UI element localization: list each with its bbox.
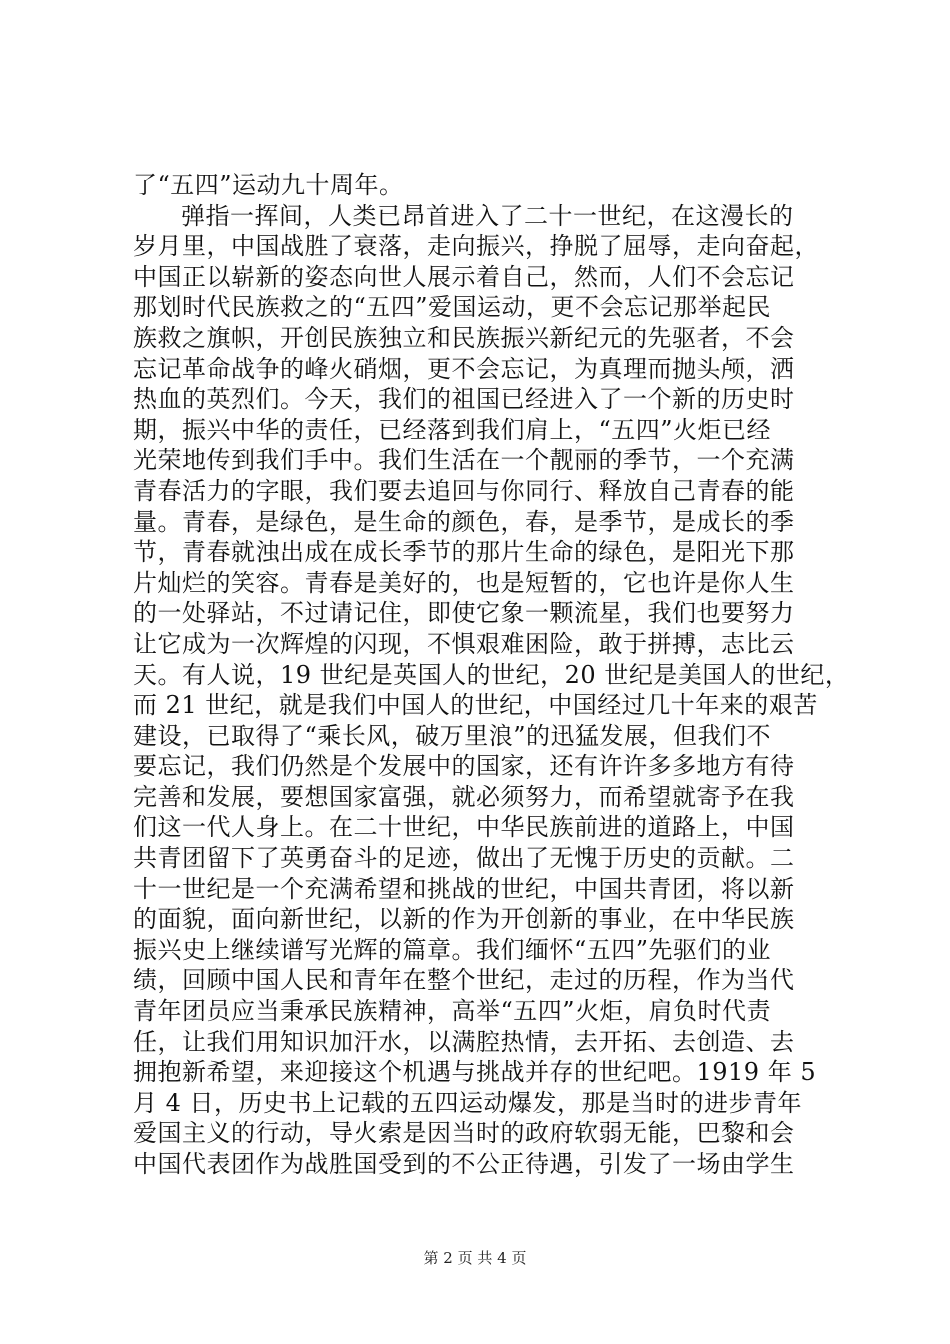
text-line: 的面貌，面向新世纪，以新的作为开创新的事业，在中华民族 bbox=[133, 905, 795, 934]
text-line: 忘记革命战争的峰火硝烟，更不会忘记，为真理而抛头颅，洒 bbox=[133, 354, 795, 383]
text-line: 任，让我们用知识加汗水，以满腔热情，去开拓、去创造、去 bbox=[133, 1027, 795, 1056]
text-line: 而 21 世纪，就是我们中国人的世纪，中国经过几十年来的艰苦 bbox=[133, 691, 818, 720]
page-number-footer: 第 2 页 共 4 页 bbox=[423, 1249, 527, 1267]
text-line: 天。有人说，19 世纪是英国人的世纪，20 世纪是美国人的世纪， bbox=[133, 660, 850, 689]
text-line: 节，青春就浊出成在成长季节的那片生命的绿色，是阳光下那 bbox=[133, 538, 795, 567]
text-line: 青春活力的字眼，我们要去追回与你同行、释放自己青春的能 bbox=[133, 476, 795, 505]
body-text bbox=[133, 170, 850, 1180]
text-line: 共青团留下了英勇奋斗的足迹，做出了无愧于历史的贡献。二 bbox=[133, 844, 795, 873]
text-line: 建设，已取得了“乘长风，破万里浪”的迅猛发展，但我们不 bbox=[133, 721, 772, 750]
text-line: 要忘记，我们仍然是个发展中的国家，还有许许多多地方有待 bbox=[133, 752, 795, 781]
text-line: 岁月里，中国战胜了衰落，走向振兴，挣脱了屈辱，走向奋起， bbox=[133, 232, 819, 261]
text-line: 中国正以崭新的姿态向世人展示着自己，然而，人们不会忘记 bbox=[133, 262, 795, 291]
text-line: 片灿烂的笑容。青春是美好的，也是短暂的，它也许是你人生 bbox=[133, 568, 795, 597]
text-line: 了“五四”运动九十周年。 bbox=[133, 171, 404, 199]
text-line: 光荣地传到我们手中。我们生活在一个靓丽的季节，一个充满 bbox=[133, 446, 795, 475]
text-line: 振兴史上继续谱写光辉的篇章。我们缅怀“五四”先驱们的业 bbox=[133, 935, 772, 964]
text-line: 月 4 日，历史书上记载的五四运动爆发，那是当时的进步青年 bbox=[133, 1088, 803, 1117]
text-line: 绩，回顾中国人民和青年在整个世纪，走过的历程，作为当代 bbox=[133, 966, 795, 995]
text-line: 族救之旗帜，开创民族独立和民族振兴新纪元的先驱者，不会 bbox=[133, 323, 795, 352]
text-line: 量。青春，是绿色，是生命的颜色，春，是季节，是成长的季 bbox=[133, 507, 795, 536]
text-line: 的一处驿站，不过请记住，即使它象一颗流星，我们也要努力 bbox=[133, 599, 795, 628]
text-line: 青年团员应当秉承民族精神，高举“五四”火炬，肩负时代责 bbox=[133, 997, 772, 1026]
text-line: 们这一代人身上。在二十世纪，中华民族前进的道路上，中国 bbox=[133, 813, 795, 842]
text-line: 完善和发展，要想国家富强，就必须努力，而希望就寄予在我 bbox=[133, 782, 795, 811]
text-line: 十一世纪是一个充满希望和挑战的世纪，中国共青团，将以新 bbox=[133, 874, 795, 903]
text-line: 爱国主义的行动，导火索是因当时的政府软弱无能，巴黎和会 bbox=[133, 1119, 795, 1148]
text-line: 那划时代民族救之的“五四”爱国运动，更不会忘记那举起民 bbox=[133, 293, 772, 322]
text-line: 弹指一挥间，人类已昂首进入了二十一世纪，在这漫长的 bbox=[181, 201, 794, 230]
text-line: 拥抱新希望，来迎接这个机遇与挑战并存的世纪吧。1919 年 5 bbox=[133, 1058, 817, 1087]
text-line: 让它成为一次辉煌的闪现，不惧艰难困险，敢于拼搏，志比云 bbox=[133, 629, 795, 658]
text-line: 热血的英烈们。今天，我们的祖国已经进入了一个新的历史时 bbox=[133, 385, 795, 414]
text-line: 期，振兴中华的责任，已经落到我们肩上，“五四”火炬已经 bbox=[133, 415, 772, 444]
text-line: 中国代表团作为战胜国受到的不公正待遇，引发了一场由学生 bbox=[133, 1150, 795, 1178]
